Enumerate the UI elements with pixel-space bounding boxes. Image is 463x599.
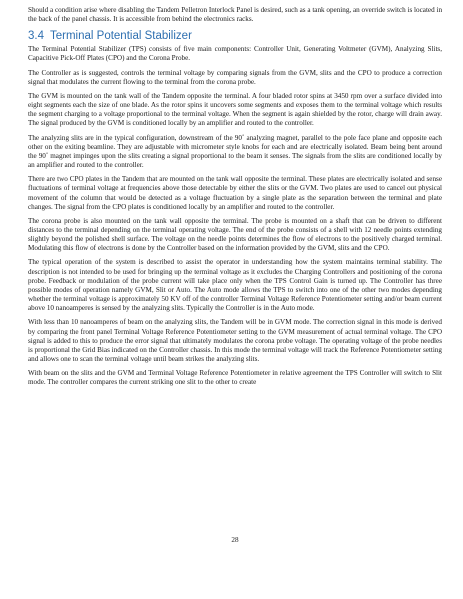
- intro-paragraph: Should a condition arise where disabling the Tandem Pelletron Interlock Panel is desired, such as a tank opening, an override switch is located in the back of the panel chassis. It is accessible from behind the electronics racks.: [28, 6, 443, 24]
- paragraph-cpo-plates: There are two CPO plates in the Tandem that are mounted on the tank wall opposite the terminal. These plates are electrically isolated and sense fluctuations of terminal voltage at frequencies above those detectable by either the slits or the GVM. Two plates are used to cancel out physical movement of the column that would be detected as a voltage fluctuation by a single plate as the separation between the terminal and plate changes. The signal from the CPO plates is conditioned locally by an amplifier and routed to the controller.: [28, 175, 442, 211]
- paragraph-corona-probe: The corona probe is also mounted on the tank wall opposite the terminal. The probe is mounted on a shaft that can be driven to different distances to the terminal depending on the terminal operating voltage. The end of the probe consists of a shell with 12 needle points extending slightly beyond the polished shell surface. The voltage on the needle points determines the flow of electrons to the positively charged terminal. Modulating this flow of electrons is done by the Controller based on the information provided by the GVM, slits and the CPO.: [28, 216, 442, 253]
- section-heading: [28, 29, 442, 43]
- section-title: Terminal Potential Stabilizer: [50, 30, 192, 43]
- paragraph-tps-components: The Terminal Potential Stabilizer (TPS) consists of five main components: Controller Unit, Generating Voltmeter (GVM), Analyzing Slits, Capacitive Pick-Off Plates (CPO) and the Corona Probe.: [28, 45, 442, 63]
- document-page: [28, 6, 442, 596]
- page-number: 28: [231, 536, 239, 544]
- paragraph-analyzing-slits: The analyzing slits are in the typical configuration, downstream of the 90˚ analyzing magnet, parallel to the pole face plane and opposite each other on the exiting beamline. They are adjustable with micrometer style knobs for each and are electrically isolated. Beam being bent around the 90˚ magnet impinges upon the slits creating a signal proportional to the beam it senses. The signals from the slits are conditioned locally by an amplifier and routed to the controller.: [28, 133, 442, 170]
- paragraph-typical-operation: The typical operation of the system is described to assist the operator in understanding how the system maintains terminal stability. The description is not intended to be used for bringing up the terminal voltage as it excludes the Charging Controllers and positioning of the corona probe. Feedback or modulation of the probe current will take place only when the TPS Control Gain is turned up. The Controller has three possible modes of operation namely GVM, Slit or Auto. The Auto mode allows the TPS to switch into one of the other two modes depending whether the terminal voltage is approximately 50 KV off of the controller Terminal Voltage Reference Potentiometer setting and/or beam current above 10 nanoamperes is sensed by the analyzing slits. Typically the Controller is in the Auto mode.: [28, 258, 442, 313]
- paragraph-slit-mode: With beam on the slits and the GVM and Terminal Voltage Reference Potentiometer in relative agreement the TPS Controller will switch to Slit mode. The controller compares the current striking one slit to the other to create: [28, 369, 442, 387]
- paragraph-gvm: The GVM is mounted on the tank wall of the Tandem opposite the terminal. A four bladed rotor spins at 3450 rpm over a surface divided into eight segments each the size of one blade. As the rotor spins it uncovers some segments and exposes them to the terminal voltage which results the segment charging to a voltage proportional to the terminal voltage. When the segment is again shielded by the rotor, charge will drain away. The signal produced by the GVM is conditioned locally by an amplifier and routed to the controller.: [28, 91, 442, 128]
- paragraph-controller: The Controller as is suggested, controls the terminal voltage by comparing signals from the GVM, slits and the CPO to produce a correction signal that modulates the current flowing to the terminal from the corona probe.: [28, 68, 442, 86]
- section-number: 3.4: [28, 30, 44, 43]
- paragraph-gvm-mode: With less than 10 nanoamperes of beam on the analyzing slits, the Tandem will be in GVM mode. The correction signal in this mode is derived by comparing the front panel Terminal Voltage Reference Potentiometer setting to the GVM measurement of actual terminal voltage. The CPO signal is added to this to produce the error signal that ultimately modulates the corona probe voltage. The operating voltage of the probe needles is proportional the Grid Bias indicated on the Controller chassis. In this mode the terminal voltage will track the Reference Potentiometer setting and allows one to scan the terminal voltage until beam strikes the analyzing slits.: [28, 318, 442, 363]
